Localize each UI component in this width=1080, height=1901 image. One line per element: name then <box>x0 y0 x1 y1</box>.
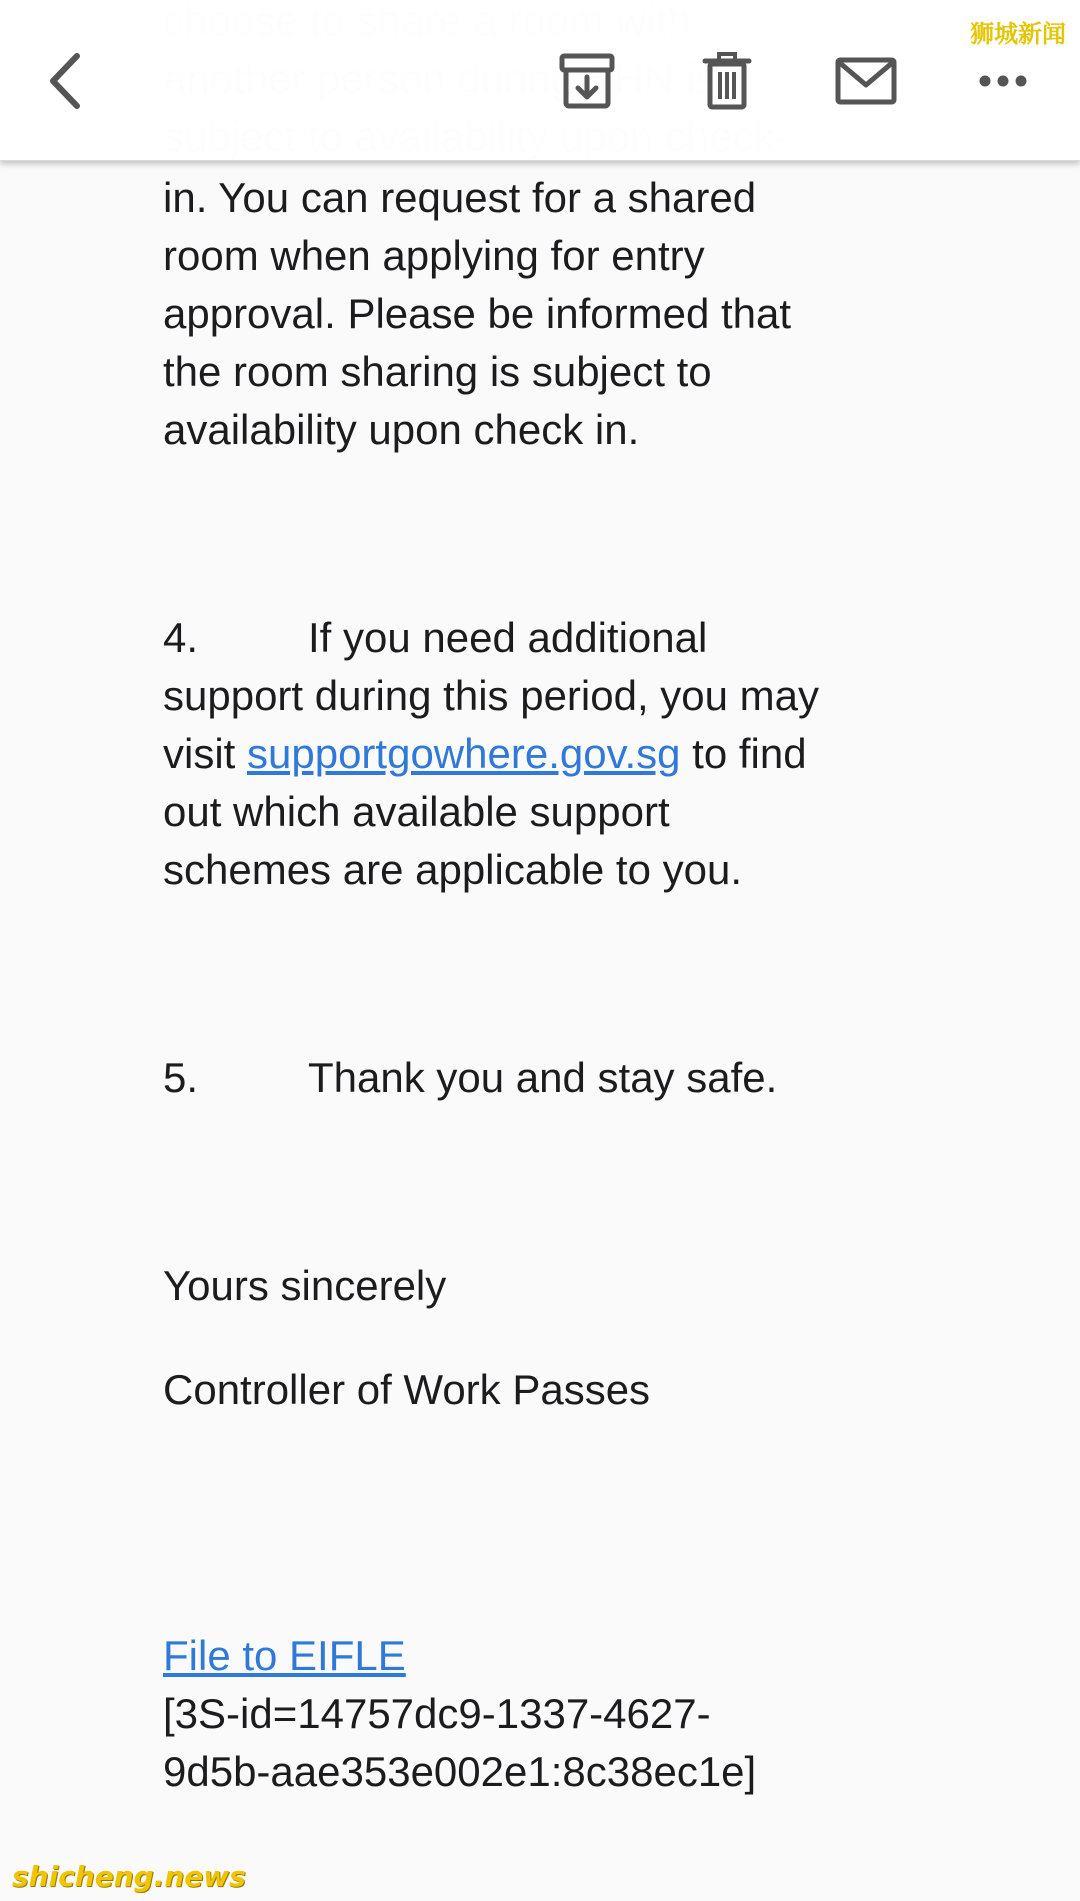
watermark-bottom-left: shicheng.news <box>12 1860 246 1893</box>
item4-line-4: out which available support <box>163 788 670 835</box>
item5-line <box>163 1049 983 1107</box>
item5-text: Thank you and stay safe. <box>308 1054 778 1101</box>
mail-icon <box>835 57 897 105</box>
item4-number: 4. <box>163 614 199 661</box>
delete-button[interactable] <box>690 46 764 116</box>
mark-unread-button[interactable] <box>826 50 906 112</box>
supportgowhere-link[interactable]: supportgowhere.gov.sg <box>247 730 681 777</box>
para3-line-3: approval. Please be informed that <box>163 290 792 337</box>
para3-line-4: the room sharing is subject to <box>163 348 712 395</box>
trash-icon <box>702 52 752 110</box>
para3-line-1: in. You can request for a shared <box>163 174 757 221</box>
item5-number: 5. <box>163 1054 199 1101</box>
top-toolbar <box>0 0 1080 161</box>
item4-text-first: If you need additional <box>308 614 708 661</box>
watermark-top-right: 狮城新闻 <box>970 20 1066 48</box>
item4-line-1 <box>163 609 983 667</box>
item4-visit-suffix: to find <box>680 730 807 777</box>
file-to-eifle-line <box>163 1627 983 1685</box>
chevron-left-icon <box>43 50 87 112</box>
para3-line-2: room when applying for entry <box>163 232 705 279</box>
item4-line-3 <box>163 725 983 783</box>
archive-button[interactable] <box>549 48 625 114</box>
item4-line-5: schemes are applicable to you. <box>163 846 742 893</box>
id-line-2: 9d5b-aae353e002e1:8c38ec1e] <box>163 1748 757 1795</box>
signature-text: Controller of Work Passes <box>163 1366 651 1413</box>
para3-line-5: availability upon check in. <box>163 406 640 453</box>
item4-line-2: support during this period, you may <box>163 672 820 719</box>
id-line-1: [3S-id=14757dc9-1337-4627- <box>163 1690 711 1737</box>
closing-text: Yours sincerely <box>163 1262 447 1309</box>
item4-visit-prefix: visit <box>163 730 247 777</box>
more-options-button[interactable] <box>968 60 1038 102</box>
more-horizontal-icon <box>978 74 1028 88</box>
back-button[interactable] <box>30 40 100 122</box>
file-to-eifle-link[interactable]: File to EIFLE <box>163 1632 406 1679</box>
archive-icon <box>558 53 616 109</box>
